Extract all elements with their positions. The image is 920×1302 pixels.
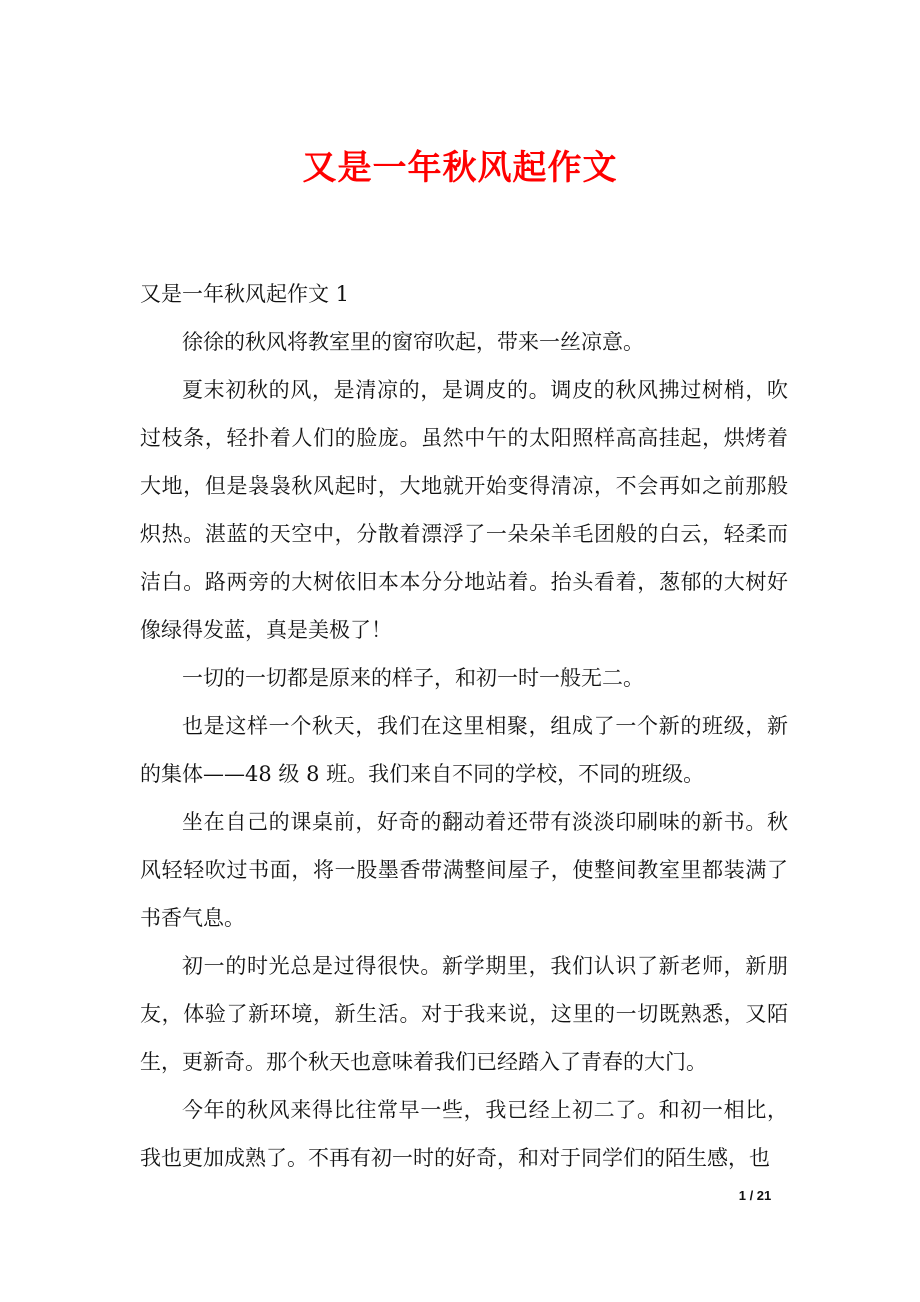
paragraph: 徐徐的秋风将教室里的窗帘吹起，带来一丝凉意。: [182, 330, 644, 354]
paragraph: 坐在自己的课桌前，好奇的翻动着还带有淡淡印刷味的新书。秋风轻轻吹过书面，将一股墨香带满整间屋子，使整间教室里都装满了书香气息。: [140, 810, 788, 930]
document-body: [140, 270, 788, 1182]
page-title: 又是一年秋风起作文: [302, 148, 618, 188]
page-number: 1 / 21: [738, 1188, 772, 1203]
section-heading: 又是一年秋风起作文 1: [140, 282, 350, 306]
paragraph: 也是这样一个秋天，我们在这里相聚，组成了一个新的班级，新的集体——48 级 8 班。我们来自不同的学校，不同的班级。: [140, 714, 788, 786]
paragraph: 初一的时光总是过得很快。新学期里，我们认识了新老师，新朋友，体验了新环境，新生活。对于我来说，这里的一切既熟悉，又陌生，更新奇。那个秋天也意味着我们已经踏入了青春的大门。: [140, 954, 788, 1074]
paragraph: 今年的秋风来得比往常早一些，我已经上初二了。和初一相比，我也更加成熟了。不再有初一时的好奇，和对于同学们的陌生感，也: [140, 1098, 788, 1170]
paragraph: 夏末初秋的风，是清凉的，是调皮的。调皮的秋风拂过树梢，吹过枝条，轻扑着人们的脸庞。虽然中午的太阳照样高高挂起，烘烤着大地，但是袅袅秋风起时，大地就开始变得清凉，不会再如之前那般炽热。湛蓝的天空中，分散着漂浮了一朵朵羊毛团般的白云，轻柔而洁白。路两旁的大树依旧本本分分地站着。抬头看着，葱郁的大树好像绿得发蓝，真是美极了！: [140, 378, 788, 642]
paragraph: 一切的一切都是原来的样子，和初一时一般无二。: [182, 666, 644, 690]
